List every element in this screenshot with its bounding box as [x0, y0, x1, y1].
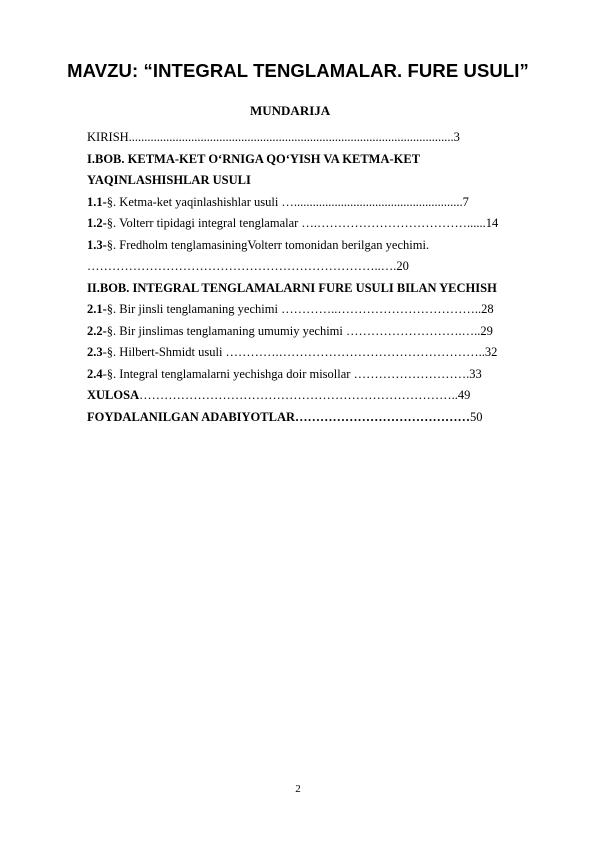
toc-chapter-1-cont: YAQINLASHISHLAR USULI [87, 173, 251, 187]
toc-entry-1-3-cont: ……………………………………………………………..….20 [87, 259, 409, 273]
toc-entry-2-1: 2.1-§. Bir jinsli tenglamaning yechimi …………..……………………………..28 [87, 302, 494, 316]
toc-entry-1-3: 1.3-§. Fredholm tenglamasiningVolterr tomonidan berilgan yechimi. [87, 237, 430, 252]
toc-entry-2-3: 2.3-§. Hilbert-Shmidt usuli ………….…………………………………………..32 [87, 345, 498, 359]
toc-entry-2-4: 2.4-§. Integral tenglamalarni yechishga doir misollar ……………………….33 [87, 366, 482, 381]
toc-entry-kirish: KIRISH........................................................................................................3 [87, 130, 460, 144]
page-number: 2 [295, 783, 301, 795]
toc-entry-2-2: 2.2-§. Bir jinslimas tenglamaning umumiy yechimi ……………………….…..29 [87, 323, 493, 338]
toc-chapter-1: I.BOB. KETMA-KET O‘RNIGA QO‘YISH VA KETMA-KET [87, 151, 421, 166]
toc-entry-1-1: 1.1-§. Ketma-ket yaqinlashishlar usuli …......................................................7 [87, 194, 469, 209]
toc-entry-xulosa: XULOSA…………………………………………………………………..49 [87, 388, 471, 402]
page-title: MAVZU: “INTEGRAL TENGLAMALAR. FURE USULI” [67, 60, 529, 81]
toc-chapter-2: II.BOB. INTEGRAL TENGLAMALARNI FURE USULI BILAN YECHISH [87, 280, 497, 295]
toc-heading: MUNDARIJA [250, 103, 331, 118]
toc-entry-1-2: 1.2-§. Volterr tipidagi integral tenglamalar ….………………………………......14 [87, 216, 499, 230]
toc-entry-foydalanilgan-adabiyotlar: FOYDALANILGAN ADABIYOTLAR……………………………………50 [87, 409, 483, 424]
table-of-contents [87, 127, 547, 428]
